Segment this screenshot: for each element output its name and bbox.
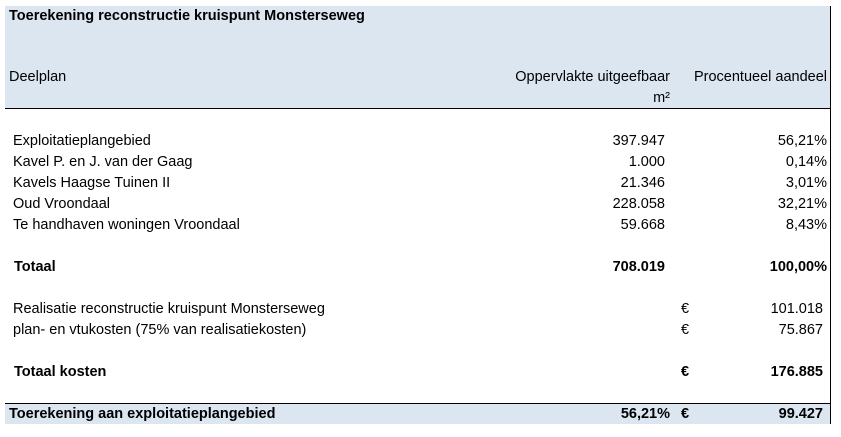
row-pct: 3,01% <box>785 175 827 191</box>
row-area: 397.947 <box>612 133 665 149</box>
row-pct: 56,21% <box>777 133 827 149</box>
row-area: 21.346 <box>620 175 665 191</box>
toerekening-amount: 99.427 <box>778 406 823 422</box>
row-label: Kavels Haagse Tuinen II <box>13 175 171 191</box>
row-area: 228.058 <box>612 196 665 212</box>
totaal-pct: 100,00% <box>769 259 827 275</box>
row-label: Kavel P. en J. van der Gaag <box>13 154 193 170</box>
column-header-oppervlakte-unit: m² <box>653 90 670 106</box>
cost-currency: € <box>681 322 690 338</box>
totaal-area: 708.019 <box>612 259 665 275</box>
header-divider <box>5 108 830 109</box>
table-title: Toerekening reconstructie kruispunt Monsterseweg <box>9 8 365 24</box>
row-label: Oud Vroondaal <box>13 196 111 212</box>
totaal-kosten-amount: 176.885 <box>770 364 823 380</box>
totaal-kosten-label: Totaal kosten <box>14 364 107 380</box>
row-label: Te handhaven woningen Vroondaal <box>13 217 240 233</box>
toerekening-pct: 56,21% <box>620 406 670 422</box>
cost-currency: € <box>681 301 690 317</box>
cost-label: plan- en vtukosten (75% van realisatiekosten) <box>13 322 307 338</box>
toerekening-label: Toerekening aan exploitatieplangebied <box>9 406 276 422</box>
row-area: 59.668 <box>620 217 665 233</box>
column-header-oppervlakte: Oppervlakte uitgeefbaar <box>515 69 670 85</box>
cost-label: Realisatie reconstructie kruispunt Monsterseweg <box>13 301 325 317</box>
cost-allocation-table <box>5 6 830 424</box>
totaal-label: Totaal <box>14 259 56 275</box>
totaal-kosten-currency: € <box>681 364 690 380</box>
row-pct: 32,21% <box>777 196 827 212</box>
row-area: 1.000 <box>628 154 665 170</box>
row-pct: 0,14% <box>785 154 827 170</box>
row-pct: 8,43% <box>785 217 827 233</box>
cost-amount: 101.018 <box>770 301 823 317</box>
row-label: Exploitatieplangebied <box>13 133 151 149</box>
cost-amount: 75.867 <box>778 322 823 338</box>
column-header-aandeel: Procentueel aandeel <box>693 69 827 85</box>
column-header-deelplan: Deelplan <box>9 69 67 85</box>
right-border <box>830 6 831 424</box>
toerekening-currency: € <box>681 406 690 422</box>
